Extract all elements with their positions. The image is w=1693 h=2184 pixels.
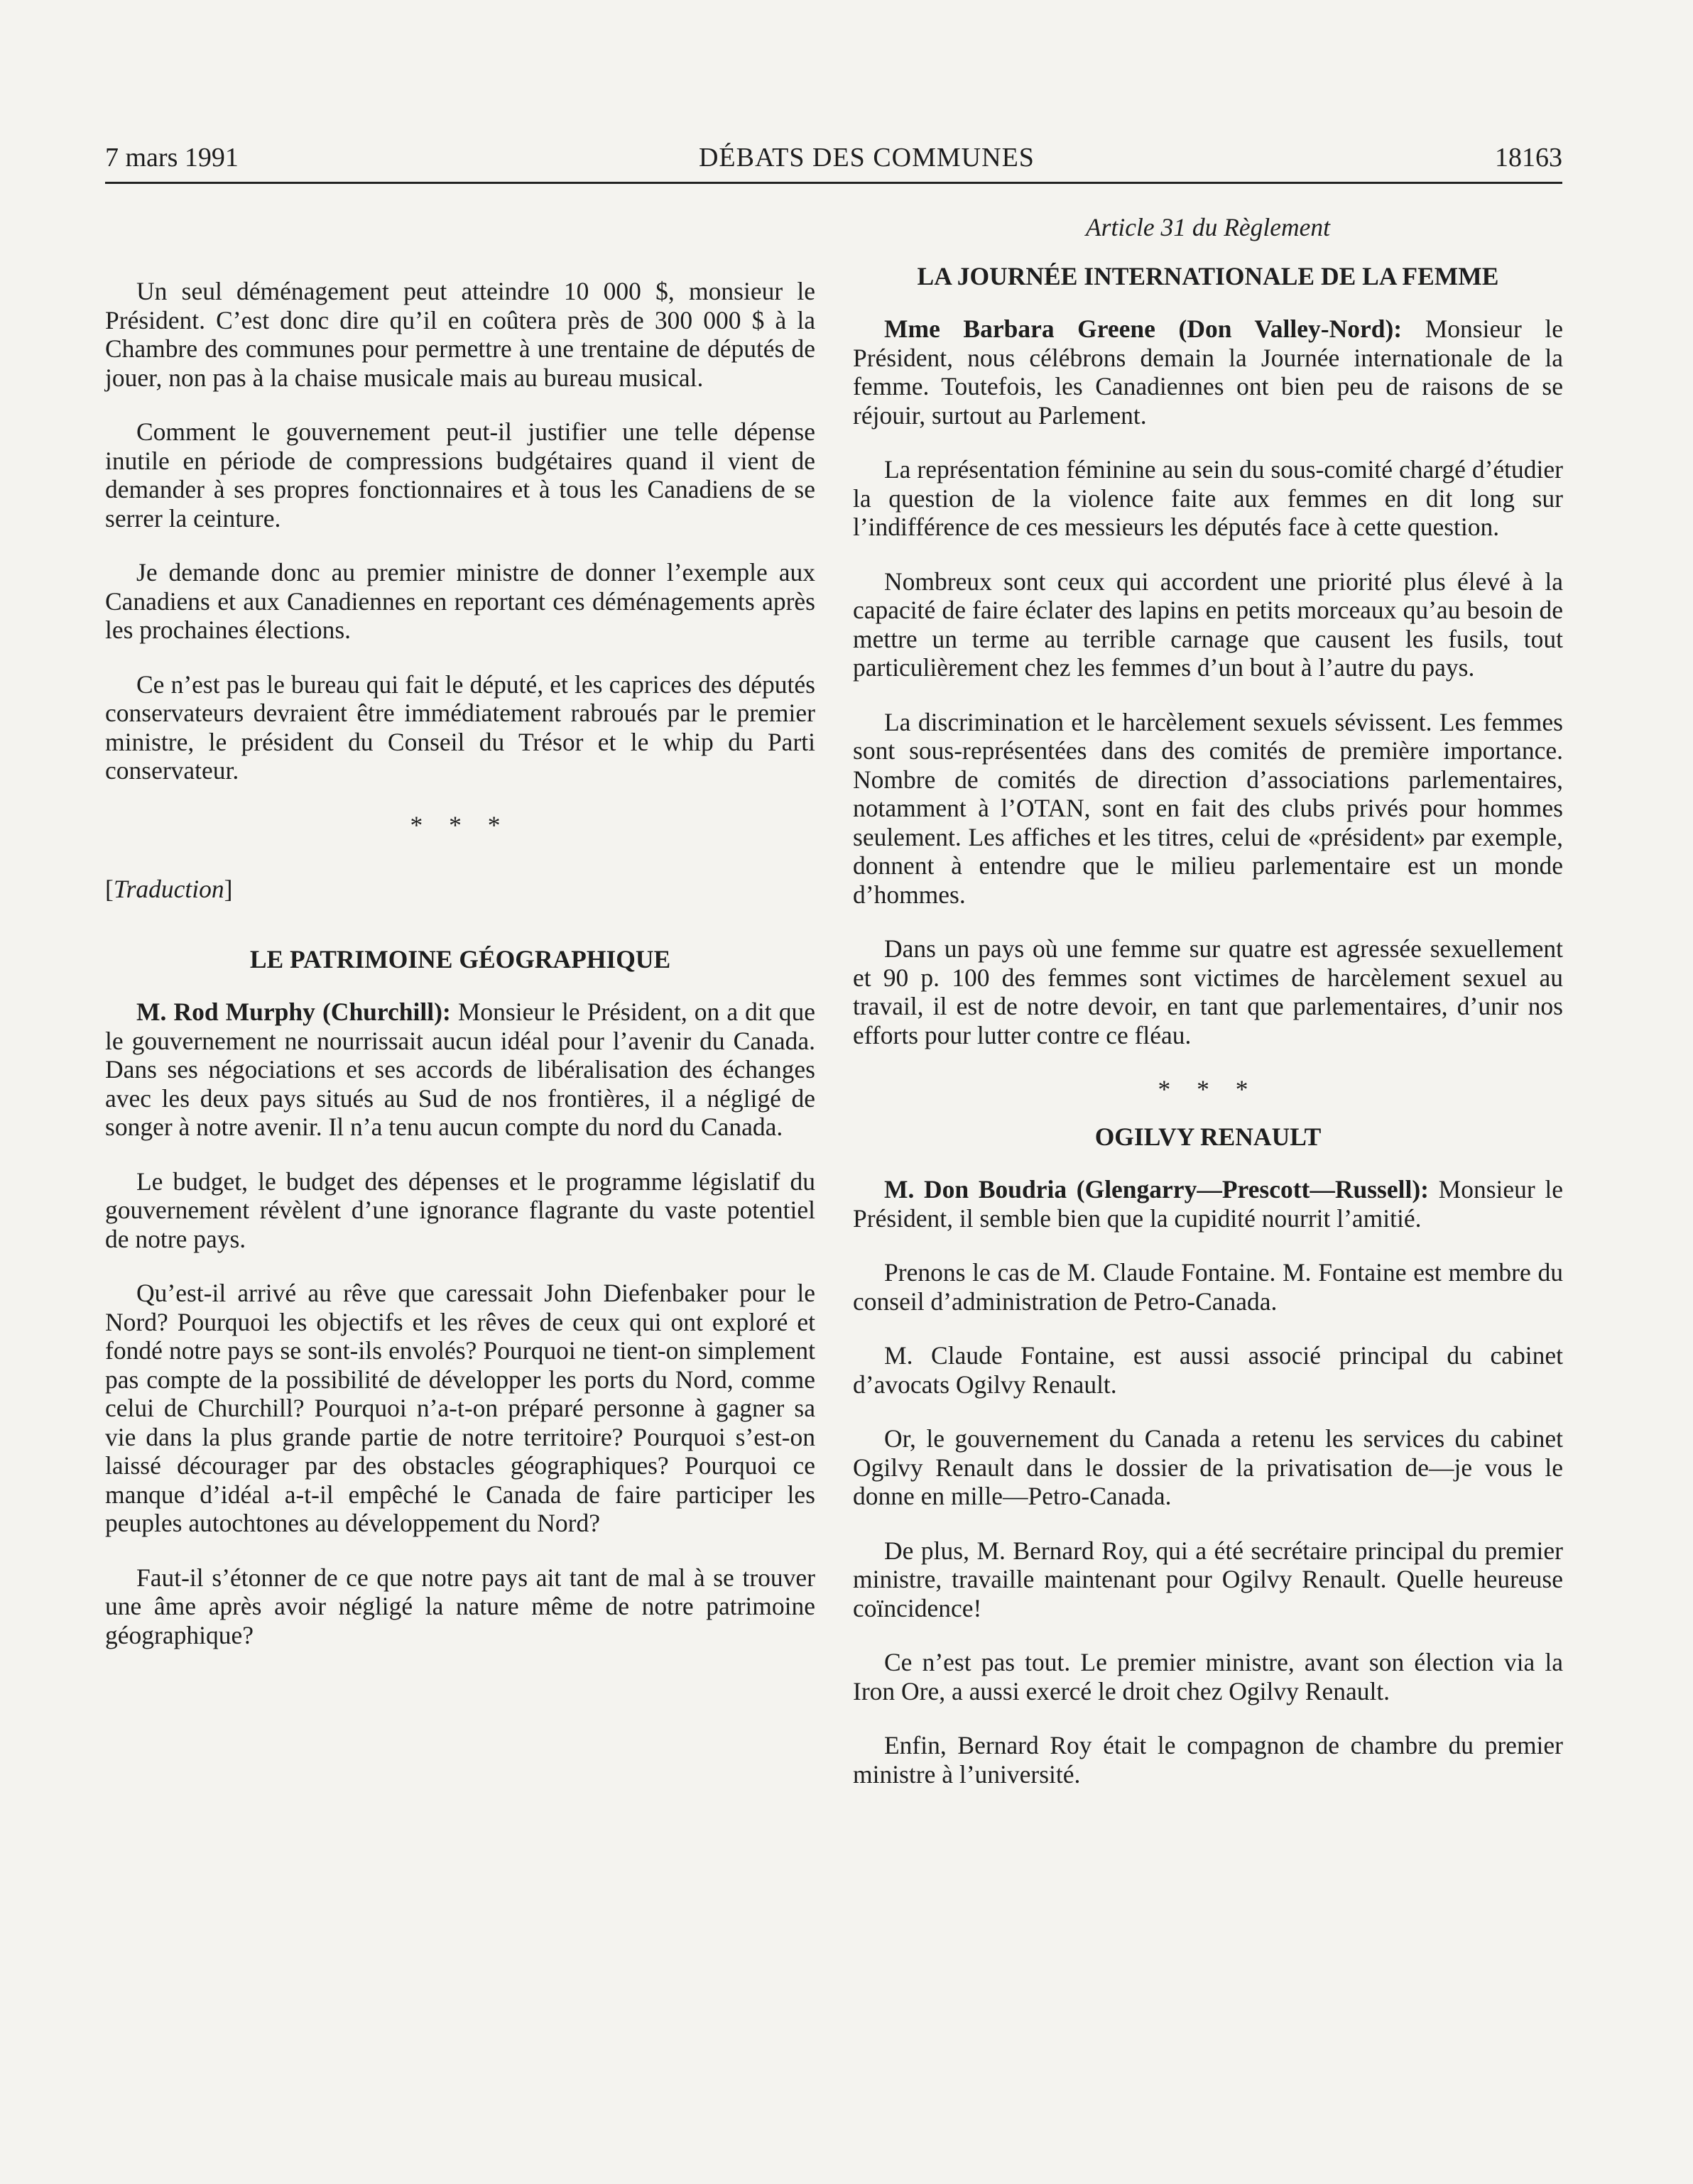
section-heading: LA JOURNÉE INTERNATIONALE DE LA FEMME [917,261,1499,290]
paragraph: Qu’est-il arrivé au rêve que caressait John Diefenbaker pour le Nord? Pourquoi les objectifs et les rêves de ceux qui ont exploré et fondé notre pays se sont-ils envolés? Pourquoi ne tient-on simplement pas compte de la possibilité de développer les ports du Nord, comme celui de Churchill? Pourquoi n’a-t-on préparé personne à gagner sa vie dans la plus grande partie de notre territoire? Pourquoi s’est-on laissé décourager par des obstacles géographiques? Pourquoi ce manque d’idéal a-t-il empêché le Canada de faire participer les peuples autochtones au développement du Nord? [105,1279,815,1537]
paragraph: Comment le gouvernement peut-il justifier une telle dépense inutile en période de compressions budgétaires quand il vient de demander à ses propres fonctionnaires et à tous les Canadiens de se serrer la ceinture. [105,417,815,533]
paragraph: Enfin, Bernard Roy était le compagnon de chambre du premier ministre à l’université. [853,1731,1563,1789]
bracket-close: ] [224,875,233,903]
header-page-number: 18163 [1495,143,1562,173]
speech-text: Monsieur le Président, nous célébrons demain la Journée internationale de la femme. Toutefois, les Canadiennes ont bien peu de raisons de se réjouir, surtout au Parlement. [853,315,1563,430]
paragraph: La discrimination et le harcèlement sexuels sévissent. Les femmes sont sous-représentées dans des comités de première importance. Nombre de comités de direction d’associations parlementaires, notamment à l’OTAN, sont en fait des clubs privés pour hommes seulement. Les affiches et les titres, celui de «président» par exemple, donnent à entendre que le milieu parlementaire est un monde d’hommes. [853,707,1563,909]
paragraph: Je demande donc au premier ministre de donner l’exemple aux Canadiens et aux Canadiennes en reportant ces déménagements après les prochaines élections. [105,558,815,644]
paragraph: Ce n’est pas le bureau qui fait le député, et les caprices des députés conservateurs devraient être immédiatement rabroués par le premier ministre, le président du Conseil du Trésor et le whip du Parti conservateur. [105,670,815,785]
paragraph [853,315,1563,430]
paragraph: M. Claude Fontaine, est aussi associé principal du cabinet d’avocats Ogilvy Renault. [853,1341,1563,1399]
speech-text: Monsieur le Président, il semble bien que la cupidité nourrit l’amitié. [853,1175,1563,1233]
header-title: DÉBATS DES COMMUNES [698,143,1035,173]
section-subtitle: Article 31 du Règlement [1085,213,1331,241]
paragraph: Le budget, le budget des dépenses et le programme législatif du gouvernement révèlent d’une ignorance flagrante du vaste potentiel de notre pays. [105,1167,815,1253]
speech-text: Monsieur le Président, on a dit que le gouvernement ne nourrissait aucun idéal pour l’avenir du Canada. Dans ses négociations et ses accords de libéralisation des échanges avec les deux pays situés au Sud de nos frontières, il a négligé de songer à notre avenir. Il n’a tenu aucun compte du nord du Canada. [105,998,815,1141]
paragraph: Dans un pays où une femme sur quatre est agressée sexuellement et 90 p. 100 des femmes sont victimes de harcèlement sexuel au travail, il est de notre devoir, en tant que parlementaires, d’unir nos efforts pour lutter contre ce fléau. [853,934,1563,1049]
section-separator: * * * [410,810,511,839]
section-heading: OGILVY RENAULT [1094,1122,1322,1151]
header-rule [105,182,1562,184]
paragraph: Un seul déménagement peut atteindre 10 000 $, monsieur le Président. C’est donc dire qu’il en coûtera près de 300 000 $ à la Chambre des communes pour permettre à une trentaine de députés de jouer, non pas à la chaise musicale mais au bureau musical. [105,277,815,392]
section-separator: * * * [1158,1075,1258,1103]
paragraph: Faut-il s’étonner de ce que notre pays ait tant de mal à se trouver une âme après avoir négligé la nature même de notre patrimoine géographique? [105,1563,815,1649]
speaker-name: Mme Barbara Greene (Don Valley-Nord): [884,315,1403,343]
translation-label: Traduction [113,875,224,903]
speaker-name: M. Don Boudria (Glengarry—Prescott—Russell): [884,1175,1429,1203]
right-column [853,213,1563,1814]
header-date: 7 mars 1991 [105,143,239,173]
paragraph [853,1175,1563,1233]
paragraph: La représentation féminine au sein du sous-comité chargé d’étudier la question de la violence faite aux femmes en dit long sur l’indifférence de ces messieurs les députés face à cette question. [853,455,1563,541]
paragraph: Prenons le cas de M. Claude Fontaine. M. Fontaine est membre du conseil d’administration de Petro-Canada. [853,1258,1563,1316]
paragraph: Or, le gouvernement du Canada a retenu les services du cabinet Ogilvy Renault dans le dossier de la privatisation de—je vous le donne en mille—Petro-Canada. [853,1424,1563,1510]
left-column [105,277,815,1675]
bracket-open: [ [105,875,114,903]
section-heading: LE PATRIMOINE GÉOGRAPHIQUE [249,944,671,973]
page-header [105,142,1562,173]
paragraph: De plus, M. Bernard Roy, qui a été secrétaire principal du premier ministre, travaille maintenant pour Ogilvy Renault. Quelle heureuse coïncidence! [853,1536,1563,1622]
translation-note [105,875,815,904]
paragraph: Ce n’est pas tout. Le premier ministre, avant son élection via la Iron Ore, a aussi exercé le droit chez Ogilvy Renault. [853,1648,1563,1705]
paragraph [105,998,815,1142]
paragraph: Nombreux sont ceux qui accordent une priorité plus élevé à la capacité de faire éclater des lapins en petits morceaux qu’au besoin de mettre un terme au terrible carnage que causent les fusils, tout particulièrement chez les femmes d’un bout à l’autre du pays. [853,567,1563,682]
speaker-name: M. Rod Murphy (Churchill): [136,998,451,1026]
